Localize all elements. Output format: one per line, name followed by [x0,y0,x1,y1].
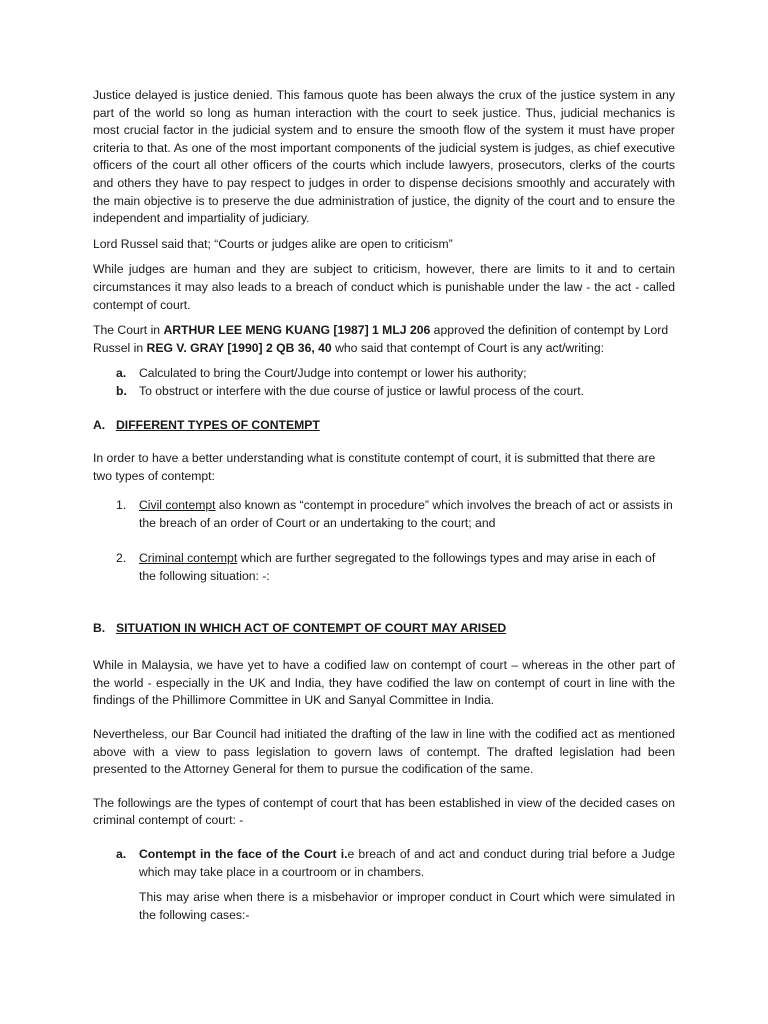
case-citation-arthur-lee: ARTHUR LEE MENG KUANG [1987] 1 MLJ 206 [163,323,431,338]
list-marker: a. [116,847,127,861]
list-item [93,497,675,532]
section-a-heading [93,417,675,435]
list-marker: a. [116,366,127,381]
definition-text-2: approved the definition of contempt by Lord Russel in [93,323,669,355]
malaysia-paragraph: While in Malaysia, we have yet to have a codified law on contempt of court – whereas in the other part of the world - especially in the UK and India, they have codified the law on contempt of court in line with the findings of the Phillimore Committee in UK and Sanyal Committee in India. [93,658,675,708]
section-a-marker: A. [93,417,106,432]
list-item-text [139,497,675,532]
list-marker: b. [116,383,127,398]
list-item-text [139,550,675,585]
list-item-text: To obstruct or interfere with the due course of justice or lawful process of the court. [139,383,585,398]
judges-criticism-paragraph: While judges are human and they are subject to criticism, however, there are limits to it and to certain circumstances it may also leads to a breach of conduct which is punishable under the law - the act - called contempt of court. [93,262,675,312]
contempt-face-of-court-desc: e breach of and act and conduct during trial before a Judge which may take place in a courtroom or in chambers. [139,847,676,879]
section-b-title: SITUATION IN WHICH ACT OF CONTEMPT OF COURT MAY ARISED [116,620,507,635]
section-b-heading [93,620,675,638]
lord-russel-quote: Lord Russel said that; “Courts or judges alike are open to criticism” [93,236,453,251]
criminal-contempt-term: Criminal contempt [139,551,238,566]
definition-text-3: who said that contempt of Court is any act/writing: [331,340,605,355]
list-item [93,365,675,383]
list-item [93,550,675,585]
definition-list [93,365,675,400]
contempt-face-of-court-term: Contempt in the face of the Court i. [139,847,348,861]
civil-contempt-desc: also known as “contempt in procedure” which involves the breach of act or assists in the breach of an order of Court or an undertaking to the court; and [139,498,673,530]
list-item-continuation [93,889,675,924]
section-a-intro: In order to have a better understanding what is constitute contempt of court, it is submitted that there are two types of contempt: [93,451,656,483]
list-marker: 1. [116,498,127,513]
criminal-contempt-desc: which are further segregated to the followings types and may arise in each of the following situation: -: [139,551,656,584]
definition-text-1: The Court in [93,323,164,338]
list-item [93,846,675,881]
intro-paragraph: Justice delayed is justice denied. This famous quote has been always the crux of the justice system in any part of the world so long as human interaction with the court to seek justice. Thus, judicial mechanics is most crucial factor in the judicial system and to ensure the smooth flow of the system it must have proper criteria to that. As one of the most important components of the judicial system is judges, as chief executive officers of the court all other officers of the courts which include lawyers, prosecutors, clerks of the courts and others they have to pay respect to judges in order to dispense decisions smoothly and accurately with the main objective is to preserve the due administration of justice, the dignity of the court and to ensure the independent and impartiality of judiciary. [93,88,675,226]
document-page [93,87,675,924]
list-item [93,383,675,401]
section-a-title: DIFFERENT TYPES OF CONTEMPT [116,417,320,432]
bar-council-paragraph: Nevertheless, our Bar Council had initiated the drafting of the law in line with the codified act as mentioned above with a view to pass legislation to govern laws of contempt. The drafted legislation had been presented to the Attorney General for them to pursue the codification of the same. [93,727,675,777]
case-citation-reg-gray: REG V. GRAY [1990] 2 QB 36, 40 [146,340,332,355]
list-item-text [139,846,675,881]
list-item-text: Calculated to bring the Court/Judge into contempt or lower his authority; [139,366,527,381]
list-marker: 2. [116,551,127,566]
misbehavior-paragraph: This may arise when there is a misbehavior or improper conduct in Court which were simulated in the following cases:- [139,890,675,922]
types-intro-paragraph: The followings are the types of contempt of court that has been established in view of the decided cases on criminal contempt of court: - [93,795,675,828]
section-b-marker: B. [93,620,106,635]
civil-contempt-term: Civil contempt [139,498,216,513]
definition-paragraph [93,322,675,357]
